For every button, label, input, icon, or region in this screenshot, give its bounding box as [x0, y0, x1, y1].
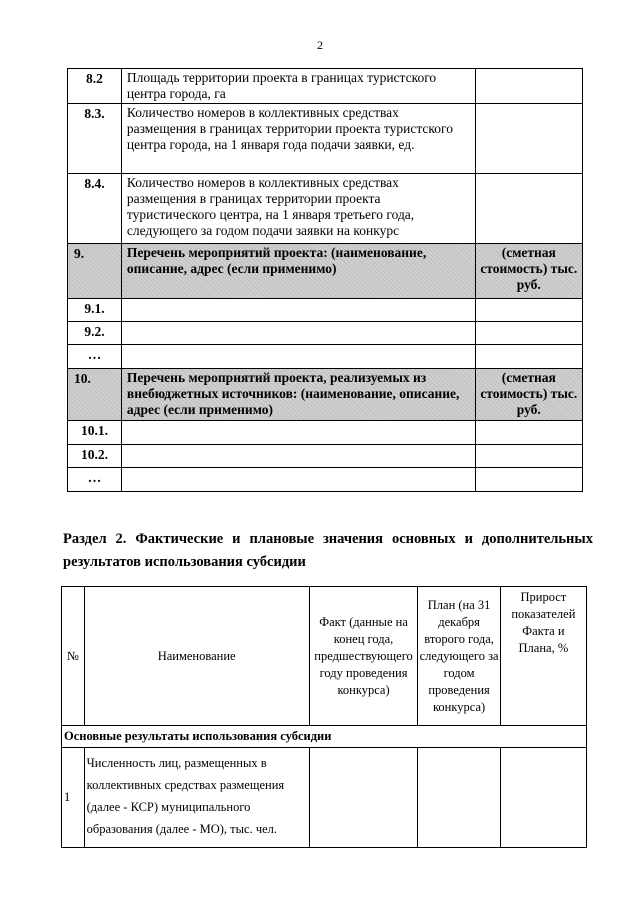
row-number: 1: [62, 748, 85, 848]
row-text: [121, 468, 475, 492]
section-row: [62, 726, 587, 748]
col-header-fact: Факт (данные на конец года, предшествующего году проведения конкурса): [309, 587, 418, 726]
row-value: [475, 174, 582, 244]
section-10-row: [68, 369, 583, 421]
row-text: Количество номеров в коллективных средствах размещения в границах территории проекта туристского центра города, на 1 января года подачи заявки, ед.: [121, 104, 475, 174]
row-number: 9.1.: [68, 299, 122, 322]
col-header-growth: Прирост показателей Факта и Плана, %: [500, 587, 586, 726]
section-cost-header: (сметная стоимость) тыс. руб.: [475, 244, 582, 299]
row-growth: [500, 748, 586, 848]
row-text: Количество номеров в коллективных средствах размещения в границах территории проекта туристического центра, на 1 января третьего года, следующего за годом подачи заявки на конкурс: [121, 174, 475, 244]
table-row: [68, 104, 583, 174]
section-cost-header: (сметная стоимость) тыс. руб.: [475, 369, 582, 421]
row-value: [475, 445, 582, 468]
table-row: [68, 69, 583, 104]
row-value: [475, 104, 582, 174]
header-row: [62, 587, 587, 726]
project-details-table: [67, 68, 583, 492]
table-row: [68, 468, 583, 492]
row-text: [121, 322, 475, 345]
row-number: …: [68, 468, 122, 492]
row-text: [121, 299, 475, 322]
row-number: 10.2.: [68, 445, 122, 468]
row-value: [475, 421, 582, 445]
results-table: [61, 586, 587, 848]
row-number: 10.1.: [68, 421, 122, 445]
col-header-name: Наименование: [84, 587, 309, 726]
row-number: …: [68, 345, 122, 369]
row-value: [475, 69, 582, 104]
row-number: 8.2: [68, 69, 122, 104]
section-number: 10.: [68, 369, 122, 421]
row-value: [475, 345, 582, 369]
section-9-row: [68, 244, 583, 299]
row-text: [121, 345, 475, 369]
row-number: 8.4.: [68, 174, 122, 244]
table-row: [68, 299, 583, 322]
table-row: [62, 748, 587, 848]
col-header-plan: План (на 31 декабря второго года, следующего за годом проведения конкурса): [418, 587, 500, 726]
row-text: Площадь территории проекта в границах туристского центра города, га: [121, 69, 475, 104]
row-text: [121, 421, 475, 445]
row-fact: [309, 748, 418, 848]
section-title: Основные результаты использования субсидии: [62, 726, 587, 748]
row-text: [121, 445, 475, 468]
table-row: [68, 421, 583, 445]
row-number: 9.2.: [68, 322, 122, 345]
table-row: [68, 345, 583, 369]
section-title: Перечень мероприятий проекта, реализуемых из внебюджетных источников: (наименование, описание, адрес (если применимо): [121, 369, 475, 421]
section-title: Перечень мероприятий проекта: (наименование, описание, адрес (если применимо): [121, 244, 475, 299]
row-value: [475, 468, 582, 492]
row-number: 8.3.: [68, 104, 122, 174]
section-number: 9.: [68, 244, 122, 299]
row-plan: [418, 748, 500, 848]
row-value: [475, 322, 582, 345]
row-name: Численность лиц, размещенных в коллективных средствах размещения (далее - КСР) муниципального образования (далее - МО), тыс. чел.: [84, 748, 309, 848]
col-header-number: №: [62, 587, 85, 726]
table-row: [68, 445, 583, 468]
section-2-heading: Раздел 2. Фактические и плановые значения основных и дополнительных результатов использования субсидии: [63, 531, 593, 570]
table-row: [68, 174, 583, 244]
row-value: [475, 299, 582, 322]
page-number: 2: [317, 38, 323, 52]
table-row: [68, 322, 583, 345]
